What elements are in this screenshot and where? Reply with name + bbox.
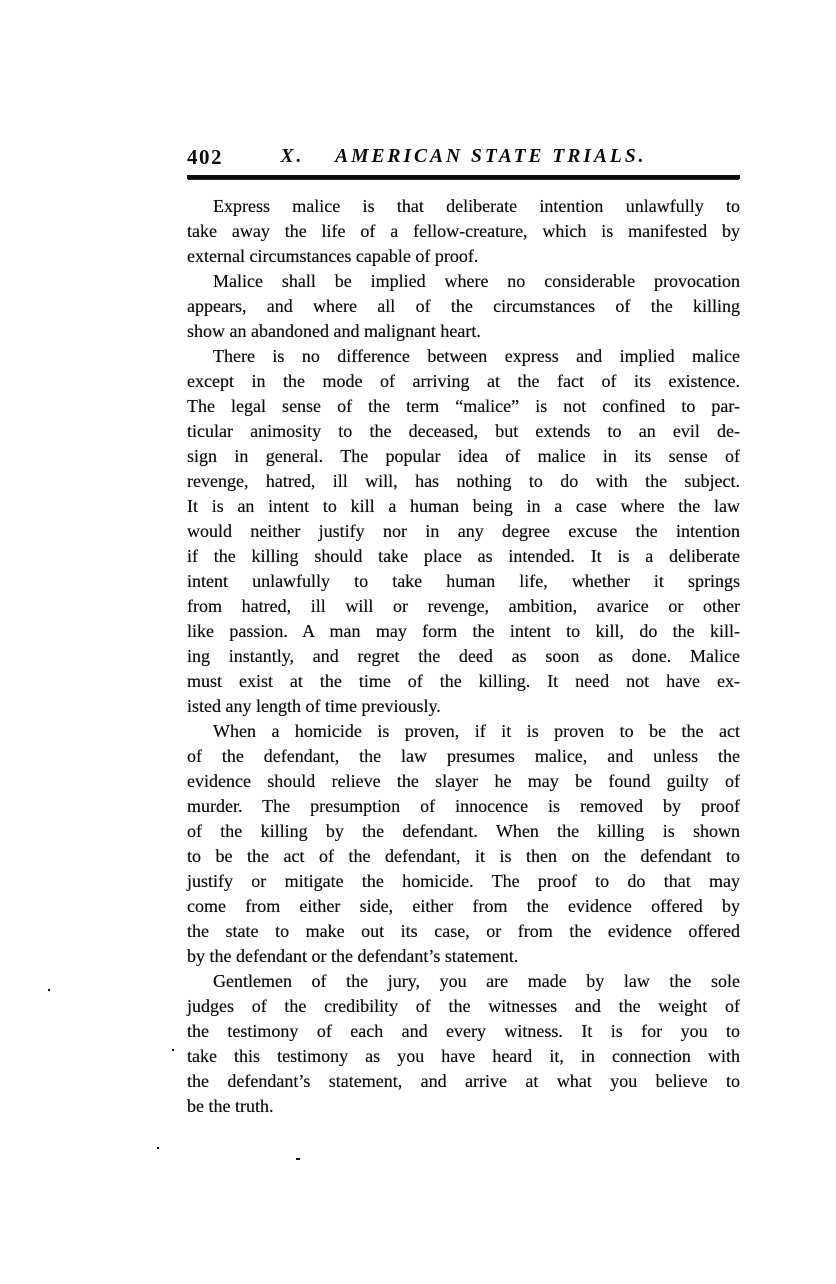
text-line: the testimony of each and every witness. It is for you to xyxy=(187,1021,740,1041)
text-line: of the defendant, the law presumes malice, and unless the xyxy=(187,746,740,766)
scan-speck xyxy=(48,989,50,991)
text-block xyxy=(187,144,740,1119)
text-line: judges of the credibility of the witnesses and the weight of xyxy=(187,996,740,1016)
text-line: show an abandoned and malignant heart. xyxy=(187,321,481,341)
text-line: of the killing by the defendant. When the killing is shown xyxy=(187,821,740,841)
paragraph xyxy=(187,719,740,969)
text-line: ticular animosity to the deceased, but extends to an evil de- xyxy=(187,421,740,441)
text-line: justify or mitigate the homicide. The proof to do that may xyxy=(187,871,740,891)
page-header xyxy=(187,144,740,175)
text-line: to be the act of the defendant, it is then on the defendant to xyxy=(187,846,740,866)
text-line: appears, and where all of the circumstances of the killing xyxy=(187,296,740,316)
text-line: be the truth. xyxy=(187,1096,274,1116)
text-line: external circumstances capable of proof. xyxy=(187,246,479,266)
text-line: revenge, hatred, ill will, has nothing to do with the subject. xyxy=(187,471,740,491)
text-line: from hatred, ill will or revenge, ambition, avarice or other xyxy=(187,596,740,616)
paragraph xyxy=(187,344,740,719)
text-line: by the defendant or the defendant’s statement. xyxy=(187,946,519,966)
header-rule xyxy=(187,175,740,179)
text-line: the state to make out its case, or from the evidence offered xyxy=(187,921,740,941)
text-line: When a homicide is proven, if it is proven to be the act xyxy=(213,721,740,741)
text-line: sign in general. The popular idea of malice in its sense of xyxy=(187,446,740,466)
text-line: if the killing should take place as intended. It is a deliberate xyxy=(187,546,740,566)
text-line: There is no difference between express and implied malice xyxy=(213,346,740,366)
text-line: murder. The presumption of innocence is removed by proof xyxy=(187,796,740,816)
scan-speck xyxy=(157,1147,159,1149)
text-line: The legal sense of the term “malice” is not confined to par- xyxy=(187,396,740,416)
text-line: Express malice is that deliberate intention unlawfully to xyxy=(213,196,740,216)
text-line: except in the mode of arriving at the fact of its existence. xyxy=(187,371,740,391)
text-line: would neither justify nor in any degree excuse the intention xyxy=(187,521,740,541)
text-line: isted any length of time previously. xyxy=(187,696,441,716)
text-line: It is an intent to kill a human being in a case where the law xyxy=(187,496,740,516)
paragraph xyxy=(187,269,740,344)
text-line: ing instantly, and regret the deed as soon as done. Malice xyxy=(187,646,740,666)
text-line: the defendant’s statement, and arrive at what you believe to xyxy=(187,1071,740,1091)
running-title: X. AMERICAN STATE TRIALS. xyxy=(280,146,647,167)
text-line: like passion. A man may form the intent to kill, do the kill- xyxy=(187,621,740,641)
text-line: evidence should relieve the slayer he may be found guilty of xyxy=(187,771,740,791)
text-line: Gentlemen of the jury, you are made by law the sole xyxy=(213,971,740,991)
paragraph xyxy=(187,194,740,269)
page-number: 402 xyxy=(187,145,223,169)
text-line: come from either side, either from the evidence offered by xyxy=(187,896,740,916)
scan-speck xyxy=(172,1049,174,1051)
text-line: Malice shall be implied where no considerable provocation xyxy=(213,271,740,291)
text-line: intent unlawfully to take human life, whether it springs xyxy=(187,571,740,591)
paragraph xyxy=(187,969,740,1119)
text-line: take away the life of a fellow-creature, which is manifested by xyxy=(187,221,740,241)
text-line: take this testimony as you have heard it, in connection with xyxy=(187,1046,740,1066)
scan-speck xyxy=(296,1158,300,1160)
text-line: must exist at the time of the killing. It need not have ex- xyxy=(187,671,740,691)
body-text xyxy=(187,194,740,1119)
